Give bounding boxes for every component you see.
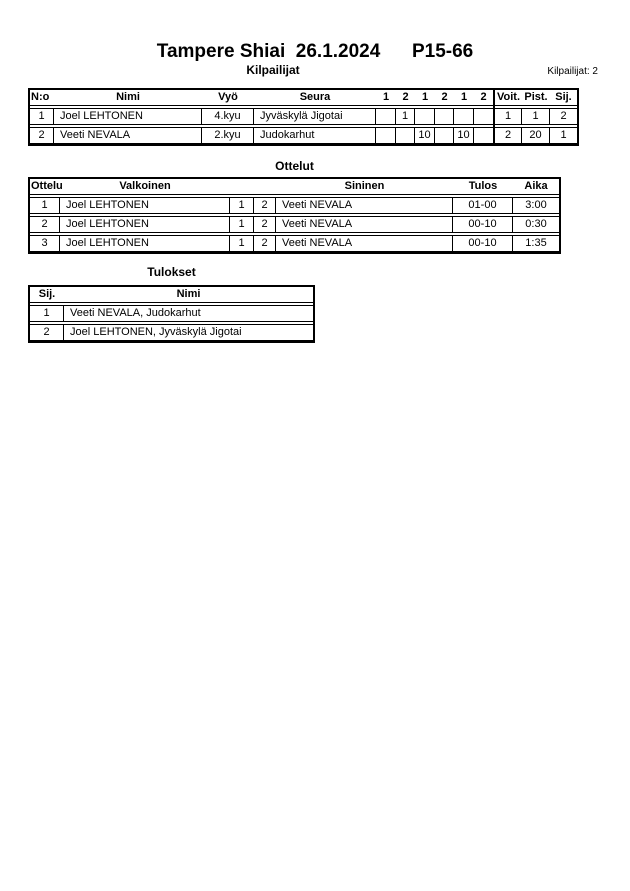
col-header-name: Nimi <box>116 91 140 103</box>
cell-score <box>396 128 415 143</box>
cell-blue-no: 2 <box>254 217 276 232</box>
cell-name: Veeti NEVALA, Judokarhut <box>70 307 201 319</box>
col-header-round: 2 <box>441 91 448 103</box>
results-section-title: Tulokset <box>147 265 196 279</box>
cell-result: 01-00 <box>453 198 513 213</box>
col-header-round: 1 <box>421 91 429 103</box>
totals-row <box>495 108 577 125</box>
match-row <box>30 216 559 233</box>
cell-club: Judokarhut <box>254 128 376 143</box>
cell-result: 00-10 <box>453 217 513 232</box>
cell-place: 2 <box>30 325 64 340</box>
page-title: Tampere Shiai 26.1.2024 P15-66 <box>156 41 474 62</box>
cell-score <box>435 109 454 124</box>
competitors-table <box>28 88 579 146</box>
col-header-belt: Vyö <box>218 91 238 103</box>
col-header-wins: Voit. <box>496 91 520 103</box>
col-header-name: Nimi <box>176 288 201 300</box>
col-header-blue: Sininen <box>344 180 385 192</box>
cell-no: 1 <box>30 109 54 124</box>
matches-header-row <box>30 179 559 195</box>
matches-table <box>28 177 561 254</box>
cell-place: 2 <box>560 110 567 122</box>
cell-time: 0:30 <box>525 218 547 230</box>
totals-header-row <box>495 90 577 106</box>
competitor-count: Kilpailijat: 2 <box>547 66 598 77</box>
match-row <box>30 235 559 252</box>
col-header-match: Ottelu <box>31 180 63 192</box>
col-header-spacer <box>254 179 276 194</box>
cell-wins: 2 <box>495 128 522 143</box>
cell-match-no: 2 <box>30 217 60 232</box>
matches-section-title: Ottelut <box>275 159 314 173</box>
cell-name: Joel LEHTONEN, Jyväskylä Jigotai <box>70 326 242 338</box>
cell-blue-no: 2 <box>254 236 276 251</box>
cell-place: 1 <box>30 306 64 321</box>
cell-white-no: 1 <box>230 198 254 213</box>
cell-blue-no: 2 <box>254 198 276 213</box>
cell-name: Veeti NEVALA <box>54 128 202 143</box>
col-header-club: Seura <box>299 91 331 103</box>
cell-score <box>435 128 454 143</box>
cell-white-name: Joel LEHTONEN <box>60 236 230 251</box>
col-header-result: Tulos <box>468 180 498 192</box>
cell-score <box>376 109 396 124</box>
results-table <box>28 285 315 343</box>
col-header-white: Valkoinen <box>119 180 171 192</box>
cell-score <box>474 128 493 143</box>
cell-points: 1 <box>522 109 550 124</box>
match-row <box>30 197 559 214</box>
col-header-round: 1 <box>382 91 390 103</box>
col-header-place: Sij. <box>555 91 572 103</box>
cell-belt: 4.kyu <box>202 109 254 124</box>
results-table-body <box>30 287 313 341</box>
cell-score <box>454 109 474 124</box>
cell-score: 10 <box>454 128 474 143</box>
matches-table-body <box>30 179 559 252</box>
results-header-row <box>30 287 313 303</box>
col-header-round: 2 <box>402 91 409 103</box>
cell-blue-name: Veeti NEVALA <box>276 236 453 251</box>
cell-match-no: 3 <box>30 236 60 251</box>
col-header-points: Pist. <box>524 91 548 103</box>
competitor-row <box>30 108 493 125</box>
competitors-section-title: Kilpailijat <box>246 63 300 77</box>
cell-wins: 1 <box>495 109 522 124</box>
col-header-round: 1 <box>460 91 468 103</box>
competitors-header-row <box>30 90 493 106</box>
cell-points: 20 <box>522 128 550 143</box>
cell-score: 10 <box>415 128 435 143</box>
col-header-time: Aika <box>524 180 548 192</box>
cell-time: 3:00 <box>525 199 547 211</box>
cell-blue-name: Veeti NEVALA <box>276 198 453 213</box>
competitors-table-main-section <box>30 90 493 144</box>
cell-white-no: 1 <box>230 236 254 251</box>
cell-result: 00-10 <box>453 236 513 251</box>
col-header-place: Sij. <box>38 288 56 300</box>
competitor-row <box>30 127 493 144</box>
cell-match-no: 1 <box>30 198 60 213</box>
cell-score <box>474 109 493 124</box>
col-header-round: 2 <box>480 91 487 103</box>
cell-white-name: Joel LEHTONEN <box>60 217 230 232</box>
cell-white-name: Joel LEHTONEN <box>60 198 230 213</box>
col-header-spacer <box>230 179 254 194</box>
cell-score <box>376 128 396 143</box>
cell-white-no: 1 <box>230 217 254 232</box>
col-header-no: N:o <box>31 91 50 103</box>
cell-belt: 2.kyu <box>202 128 254 143</box>
cell-blue-name: Veeti NEVALA <box>276 217 453 232</box>
competitors-table-totals-section <box>493 90 577 144</box>
cell-name: Joel LEHTONEN <box>54 109 202 124</box>
cell-no: 2 <box>30 128 54 143</box>
totals-row <box>495 127 577 144</box>
cell-club: Jyväskylä Jigotai <box>254 109 376 124</box>
cell-score: 1 <box>396 109 415 124</box>
result-row <box>30 305 313 322</box>
result-row <box>30 324 313 341</box>
cell-score <box>415 109 435 124</box>
cell-place: 1 <box>560 129 567 141</box>
cell-time: 1:35 <box>525 237 547 249</box>
